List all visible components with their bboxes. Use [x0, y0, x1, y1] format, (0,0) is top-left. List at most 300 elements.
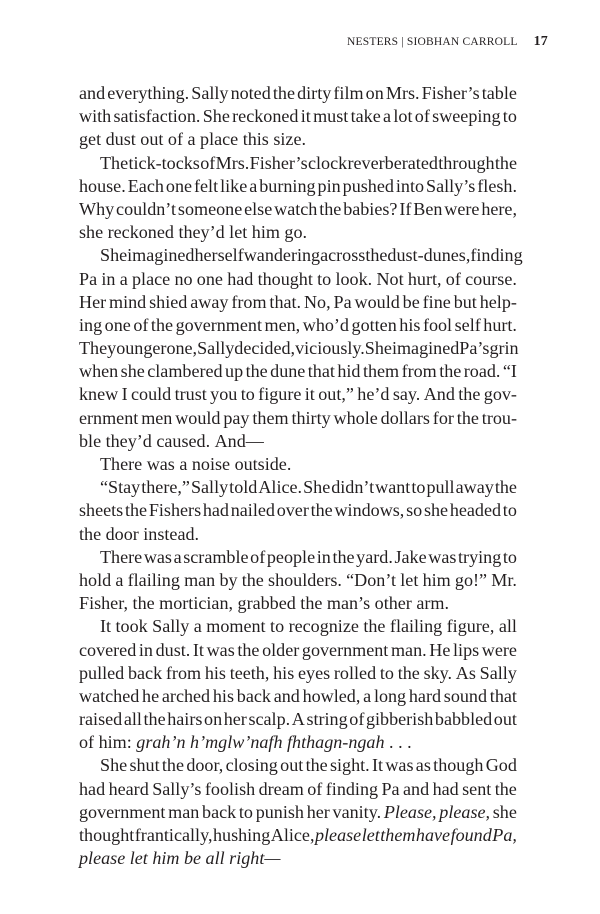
text: of	[200, 152, 216, 173]
word	[352, 314, 397, 337]
word	[229, 476, 257, 499]
word	[499, 615, 517, 638]
text: couldn’t	[116, 198, 177, 219]
word	[457, 407, 479, 430]
text: vanity.	[332, 801, 382, 822]
word	[470, 244, 522, 267]
text-line	[79, 801, 517, 824]
text: dust.	[155, 639, 191, 660]
text: nailed	[230, 500, 275, 521]
word	[363, 615, 385, 638]
word	[197, 337, 234, 360]
word	[140, 128, 163, 151]
word	[200, 128, 238, 151]
text: pay	[223, 407, 250, 428]
text: Fisher’s	[421, 83, 480, 103]
text-line	[79, 615, 517, 638]
text: took	[115, 616, 148, 637]
text-line	[79, 685, 517, 708]
word	[265, 314, 301, 337]
text: a	[115, 569, 124, 590]
text-line	[79, 430, 517, 453]
text: course.	[465, 268, 517, 289]
text: thirty	[291, 407, 331, 428]
word	[365, 244, 387, 267]
word	[391, 639, 427, 662]
word	[375, 476, 410, 499]
text: arm.	[416, 593, 449, 614]
word	[259, 175, 315, 198]
word	[237, 639, 259, 662]
word	[503, 360, 517, 383]
word	[481, 198, 517, 221]
text: a	[187, 129, 196, 150]
word	[433, 407, 454, 430]
text: away	[190, 291, 229, 312]
word	[130, 847, 148, 870]
word	[219, 569, 237, 592]
text: of	[167, 129, 183, 150]
text: of	[133, 314, 149, 335]
text: ernment	[79, 407, 139, 428]
word	[304, 291, 331, 314]
text-line	[79, 662, 517, 685]
word	[79, 801, 165, 824]
word	[166, 175, 192, 198]
word	[459, 337, 489, 360]
word	[428, 546, 456, 569]
word	[231, 82, 271, 105]
word	[486, 754, 517, 777]
word	[385, 754, 413, 777]
italic-text: Please,	[383, 801, 437, 822]
word	[193, 639, 204, 662]
text: watched	[79, 685, 140, 706]
word	[156, 639, 191, 662]
text: was	[385, 755, 414, 776]
word	[79, 499, 123, 522]
text: away	[455, 477, 494, 498]
word	[207, 639, 235, 662]
word	[319, 198, 341, 221]
text-line	[79, 569, 517, 592]
text: flailing	[389, 616, 443, 637]
text: babbled	[434, 709, 493, 730]
word	[168, 801, 199, 824]
text: reverberated	[347, 152, 438, 173]
text: pin	[317, 175, 341, 196]
word	[125, 499, 147, 522]
word	[79, 82, 105, 105]
text: into	[395, 175, 425, 196]
text: help-	[479, 291, 517, 312]
word	[141, 407, 172, 430]
word	[337, 360, 360, 383]
text: a	[179, 454, 188, 474]
word	[234, 337, 295, 360]
text: eyes	[298, 662, 331, 683]
text: the	[494, 778, 517, 799]
text: He	[429, 639, 451, 660]
text: Her	[79, 291, 107, 312]
word	[357, 383, 389, 406]
text: closing	[225, 755, 278, 776]
word	[100, 615, 111, 638]
word	[79, 175, 126, 198]
text: on	[204, 709, 223, 730]
word	[303, 685, 361, 708]
word	[348, 152, 438, 175]
text-line	[79, 824, 517, 847]
text: Fishers	[148, 500, 202, 521]
text: had	[79, 778, 106, 799]
word	[308, 360, 335, 383]
word	[375, 592, 412, 615]
word	[79, 569, 111, 592]
text: that	[307, 361, 335, 382]
italic-text: Pa,	[492, 825, 517, 845]
word	[484, 383, 517, 406]
word	[133, 314, 148, 337]
word	[386, 82, 420, 105]
text: If	[399, 198, 412, 219]
word	[142, 685, 159, 708]
word	[307, 801, 330, 824]
text: would	[175, 407, 221, 428]
word	[220, 175, 247, 198]
text: older	[262, 639, 300, 660]
text: didn’t	[331, 477, 375, 498]
word	[149, 291, 187, 314]
text: the	[143, 709, 166, 730]
word	[455, 569, 487, 592]
text: the	[494, 477, 517, 498]
word	[258, 268, 313, 291]
text: She	[100, 245, 128, 266]
text: hard	[408, 685, 442, 706]
text: door	[105, 523, 139, 544]
text: fool	[422, 314, 453, 335]
word	[424, 662, 452, 685]
text: She	[364, 338, 392, 359]
word	[277, 499, 309, 522]
word	[230, 662, 270, 685]
word	[186, 754, 223, 777]
word	[408, 268, 442, 291]
word	[392, 337, 459, 360]
word	[465, 268, 517, 291]
word	[280, 754, 303, 777]
text: raised	[79, 709, 123, 730]
word	[106, 430, 152, 453]
text-line	[79, 731, 517, 754]
text: knew	[79, 384, 119, 405]
text: A	[291, 709, 305, 730]
text: she	[423, 500, 449, 521]
text: the	[237, 639, 260, 660]
text: Pa	[333, 291, 352, 312]
text: clambered	[147, 361, 223, 382]
text: watch	[274, 198, 318, 219]
text: rolled	[333, 662, 377, 683]
text: all	[498, 616, 517, 637]
text: “Stay	[100, 477, 141, 498]
text: sight.	[329, 755, 370, 776]
word	[100, 244, 127, 267]
text: teeth,	[229, 662, 270, 683]
word	[308, 152, 347, 175]
word	[398, 731, 403, 754]
word	[229, 847, 280, 870]
text: figure,	[446, 616, 495, 637]
text: flesh.	[477, 175, 517, 196]
text: told	[229, 477, 258, 498]
word	[152, 847, 179, 870]
word	[152, 615, 189, 638]
word	[301, 105, 311, 128]
word	[100, 453, 142, 476]
word	[79, 847, 125, 870]
text: across	[320, 245, 366, 266]
word	[289, 615, 359, 638]
word	[366, 708, 433, 731]
text: sweeping	[432, 106, 501, 127]
word	[127, 244, 194, 267]
word	[144, 546, 172, 569]
word	[424, 383, 455, 406]
text: As	[455, 662, 476, 683]
text: the	[397, 662, 420, 683]
text-line	[79, 592, 517, 615]
text: It	[372, 755, 384, 776]
text: want	[375, 477, 411, 498]
text: Why	[79, 198, 115, 219]
word	[192, 453, 230, 476]
word	[246, 360, 268, 383]
text: to	[240, 384, 255, 405]
text: Fisher’s	[249, 152, 308, 173]
text: trust	[174, 384, 207, 405]
word	[191, 476, 228, 499]
word	[225, 360, 243, 383]
word	[107, 82, 189, 105]
text: tick-tocks	[128, 152, 200, 173]
word	[429, 639, 450, 662]
text: No,	[303, 291, 331, 312]
text: everything.	[107, 83, 190, 103]
text: with	[79, 106, 112, 127]
text: reckoned	[232, 106, 299, 127]
word	[416, 824, 450, 847]
word	[415, 105, 430, 128]
text: would	[354, 291, 400, 312]
text: his	[212, 685, 234, 706]
text: that.	[269, 291, 302, 312]
text: whole	[333, 407, 378, 428]
text: shied	[149, 291, 188, 312]
text: thought	[79, 825, 135, 845]
text: be	[402, 291, 420, 312]
text: the	[241, 569, 264, 590]
word	[176, 314, 262, 337]
text: the	[456, 407, 479, 428]
text: to	[502, 546, 517, 567]
text-line	[79, 360, 517, 383]
text: .	[389, 732, 394, 753]
word	[166, 337, 197, 360]
italic-text: him	[152, 848, 180, 869]
word	[432, 105, 500, 128]
word	[346, 569, 396, 592]
text: pushed	[342, 175, 394, 196]
running-header	[347, 34, 548, 50]
text: Alice.	[258, 477, 303, 498]
text: government	[301, 639, 389, 660]
word	[422, 82, 480, 105]
text: “I	[502, 361, 517, 382]
word	[489, 337, 518, 360]
text: out	[493, 709, 517, 730]
text: man	[168, 801, 200, 822]
text: pulled	[79, 662, 125, 683]
word	[343, 198, 397, 221]
word	[239, 801, 253, 824]
word	[399, 198, 411, 221]
word	[426, 476, 454, 499]
word	[152, 778, 201, 801]
word	[252, 407, 288, 430]
word	[216, 152, 250, 175]
word	[175, 407, 220, 430]
word	[258, 476, 302, 499]
word	[311, 499, 333, 522]
italic-text: be	[183, 848, 202, 869]
word	[194, 175, 218, 198]
word	[334, 291, 352, 314]
italic-text: please	[314, 825, 362, 845]
word	[79, 639, 136, 662]
word	[334, 499, 404, 522]
word	[205, 778, 255, 801]
word	[451, 824, 492, 847]
text: And—	[214, 430, 264, 451]
word	[403, 778, 429, 801]
word	[194, 244, 243, 267]
word	[380, 662, 394, 685]
text: she	[120, 361, 145, 382]
word	[215, 430, 264, 453]
text: Each	[127, 175, 164, 196]
text: all	[123, 709, 142, 730]
word	[355, 291, 400, 314]
word	[267, 546, 315, 569]
word	[482, 407, 517, 430]
word	[162, 754, 184, 777]
word	[151, 314, 173, 337]
text: the	[332, 546, 355, 567]
text: thought	[257, 268, 313, 289]
word	[79, 105, 111, 128]
word	[79, 430, 101, 453]
word	[100, 546, 142, 569]
word	[121, 360, 145, 383]
word	[184, 847, 201, 870]
word	[458, 383, 480, 406]
word	[306, 708, 347, 731]
text: people	[266, 546, 316, 567]
text: Pa	[381, 778, 400, 799]
word	[129, 754, 159, 777]
text: she	[79, 222, 104, 243]
text: his	[273, 662, 295, 683]
text: foolish	[204, 778, 256, 799]
text: man’s	[326, 593, 371, 614]
text: Mrs.	[215, 152, 250, 173]
text: wandering	[243, 245, 321, 266]
word	[396, 175, 424, 198]
word	[423, 314, 452, 337]
text: government	[79, 801, 166, 822]
word	[101, 268, 115, 291]
word	[416, 592, 449, 615]
word	[494, 708, 517, 731]
word	[79, 314, 102, 337]
word	[320, 244, 365, 267]
word	[229, 221, 247, 244]
text: place	[132, 268, 171, 289]
text: There	[100, 546, 143, 567]
word	[116, 615, 148, 638]
text: a	[383, 106, 392, 127]
text: Not	[376, 268, 404, 289]
text: figure	[258, 384, 302, 405]
word	[248, 708, 290, 731]
word	[99, 731, 132, 754]
text: dirty	[297, 83, 332, 103]
text: headed	[449, 500, 502, 521]
text: She	[100, 755, 128, 776]
word	[333, 801, 382, 824]
text: one	[196, 268, 223, 289]
text: the	[245, 361, 268, 382]
text: God	[485, 755, 517, 776]
italic-text: right—	[229, 848, 281, 869]
text: the	[458, 384, 481, 405]
word	[372, 754, 383, 777]
word	[79, 708, 122, 731]
word	[141, 476, 190, 499]
text: hushing	[212, 825, 271, 845]
italic-text: fhthagn-ngah	[287, 732, 385, 753]
italic-text: grah’n	[136, 732, 186, 753]
word	[143, 523, 199, 546]
text-line	[79, 639, 517, 662]
word	[79, 360, 118, 383]
italic-text: please	[79, 848, 126, 869]
word	[313, 105, 348, 128]
text-line	[79, 847, 517, 870]
text: you	[210, 384, 238, 405]
word	[79, 824, 134, 847]
word	[213, 824, 270, 847]
word	[426, 175, 475, 198]
page-number: 17	[533, 34, 548, 49]
text: from	[165, 662, 202, 683]
word	[303, 314, 349, 337]
text: burning	[259, 175, 316, 196]
body-text	[79, 82, 523, 870]
text: table	[481, 83, 517, 103]
